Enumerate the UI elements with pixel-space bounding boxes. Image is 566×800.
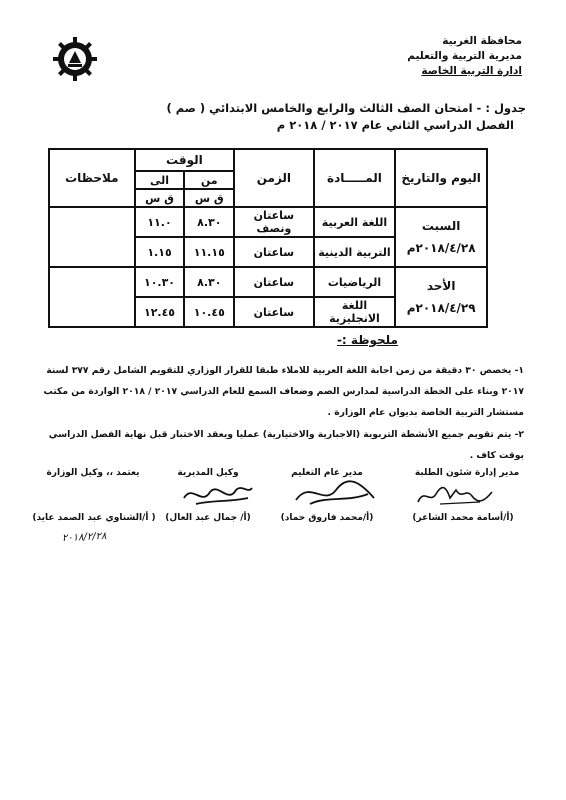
subject-cell: التربية الدينية: [314, 237, 396, 267]
signature-title-ministry-deputy: يعتمد ،، وكيل الوزارة: [46, 468, 140, 478]
signature-name-education-director: (أ/محمد فاروق حماد): [280, 513, 374, 523]
day-date: ٢٠١٨/٤/٢٩م: [406, 301, 476, 315]
to-cell: ١١.٠: [135, 207, 185, 237]
from-cell: ٨.٣٠: [184, 267, 234, 297]
subject-cell: اللغة الانجليزية: [314, 297, 396, 327]
header-subject: المـــــادة: [314, 149, 396, 207]
from-cell: ١٠.٤٥: [184, 297, 234, 327]
duration-cell: ساعتان: [234, 237, 313, 267]
handwritten-date: ٢٠١٨/٢/٢٨: [61, 530, 107, 545]
notes-heading: ملحوظة :-: [336, 333, 398, 347]
notes-cell: [49, 267, 135, 327]
from-cell: ١١.١٥: [184, 237, 234, 267]
duration-cell: ساعتان ونصف: [234, 207, 313, 237]
exam-schedule-table: [48, 148, 488, 328]
signature-scribble-3: [178, 480, 258, 510]
subject-cell: اللغة العربية: [314, 207, 396, 237]
signature-title-education-director: مدير عام التعليم: [291, 468, 363, 478]
signature-scribble-2: [290, 476, 380, 510]
title-line-1: جدول : - امتحان الصف الثالث والرابع والخامس الابتدائي ( صم ): [166, 101, 526, 115]
header-unit-from: ق س: [184, 189, 234, 207]
gear-logo-icon: [52, 36, 98, 82]
title-line-2: الفصل الدراسي الثاني عام ٢٠١٧ / ٢٠١٨ م: [276, 118, 514, 132]
directorate-header: [407, 34, 522, 79]
table-row: [49, 207, 487, 237]
day-cell: [395, 267, 487, 327]
signature-title-student-affairs: مدير إدارة شئون الطلبة: [414, 468, 520, 478]
day-name: الأحد: [426, 279, 456, 293]
header-unit-to: ق س: [135, 189, 185, 207]
day-date: ٢٠١٨/٤/٢٨م: [406, 241, 476, 255]
header-day-date: اليوم والتاريخ: [395, 149, 487, 207]
header-from: من: [184, 171, 234, 189]
signature-title-deputy-directorate: وكيل المديرية: [177, 468, 239, 478]
notes-cell: [49, 207, 135, 267]
signature-name-ministry-deputy: ( أ/الشناوي عبد الصمد عايد): [32, 513, 156, 523]
to-cell: ١٠.٣٠: [135, 267, 185, 297]
header-duration: الزمن: [234, 149, 313, 207]
subject-cell: الرياضيات: [314, 267, 396, 297]
header-directorate: مديرية التربية والتعليم: [407, 50, 522, 62]
note-item-2: ٢- يتم تقويم جميع الأنشطة التربوية (الاجبارية والاختيارية) عمليا ويعقد الاختبار قبل نهاية الفصل الدراسي بوقت كاف .: [48, 429, 524, 461]
header-governorate: محافظة الغربية: [442, 35, 522, 47]
document-title: [58, 100, 526, 134]
table-row: [49, 267, 487, 297]
to-cell: ١٢.٤٥: [135, 297, 185, 327]
day-name: السبت: [421, 219, 461, 233]
header-time: الوقت: [135, 149, 235, 171]
signature-name-deputy-directorate: (أ/ جمال عبد العال): [165, 513, 251, 523]
from-cell: ٨.٣٠: [184, 207, 234, 237]
signature-name-student-affairs: (أ/أسامة محمد الشاعر): [412, 513, 514, 523]
header-notes: ملاحظات: [49, 149, 135, 207]
to-cell: ١.١٥: [135, 237, 185, 267]
duration-cell: ساعتان: [234, 297, 313, 327]
day-cell: [395, 207, 487, 267]
note-item-1: ١- يخصص ٣٠ دقيقة من زمن اجابة اللغة العربية للاملاء طبقا للقرار الوزاري للتقويم الشامل رقم ٣٧٧ لسنة ٢٠١٧ وبناء على الخطة الدراسية لمدارس الصم وضعاف السمع للعام الدراسي ٢٠١٧ / ٢٠١٨ الواردة من مكتب مستشار التربية الخاصة بديوان عام الوزارة .: [43, 365, 524, 418]
duration-cell: ساعتان: [234, 267, 313, 297]
header-administration: ادارة التربية الخاصة: [421, 65, 522, 77]
signature-scribble-1: [410, 482, 500, 510]
header-to: الى: [135, 171, 185, 189]
